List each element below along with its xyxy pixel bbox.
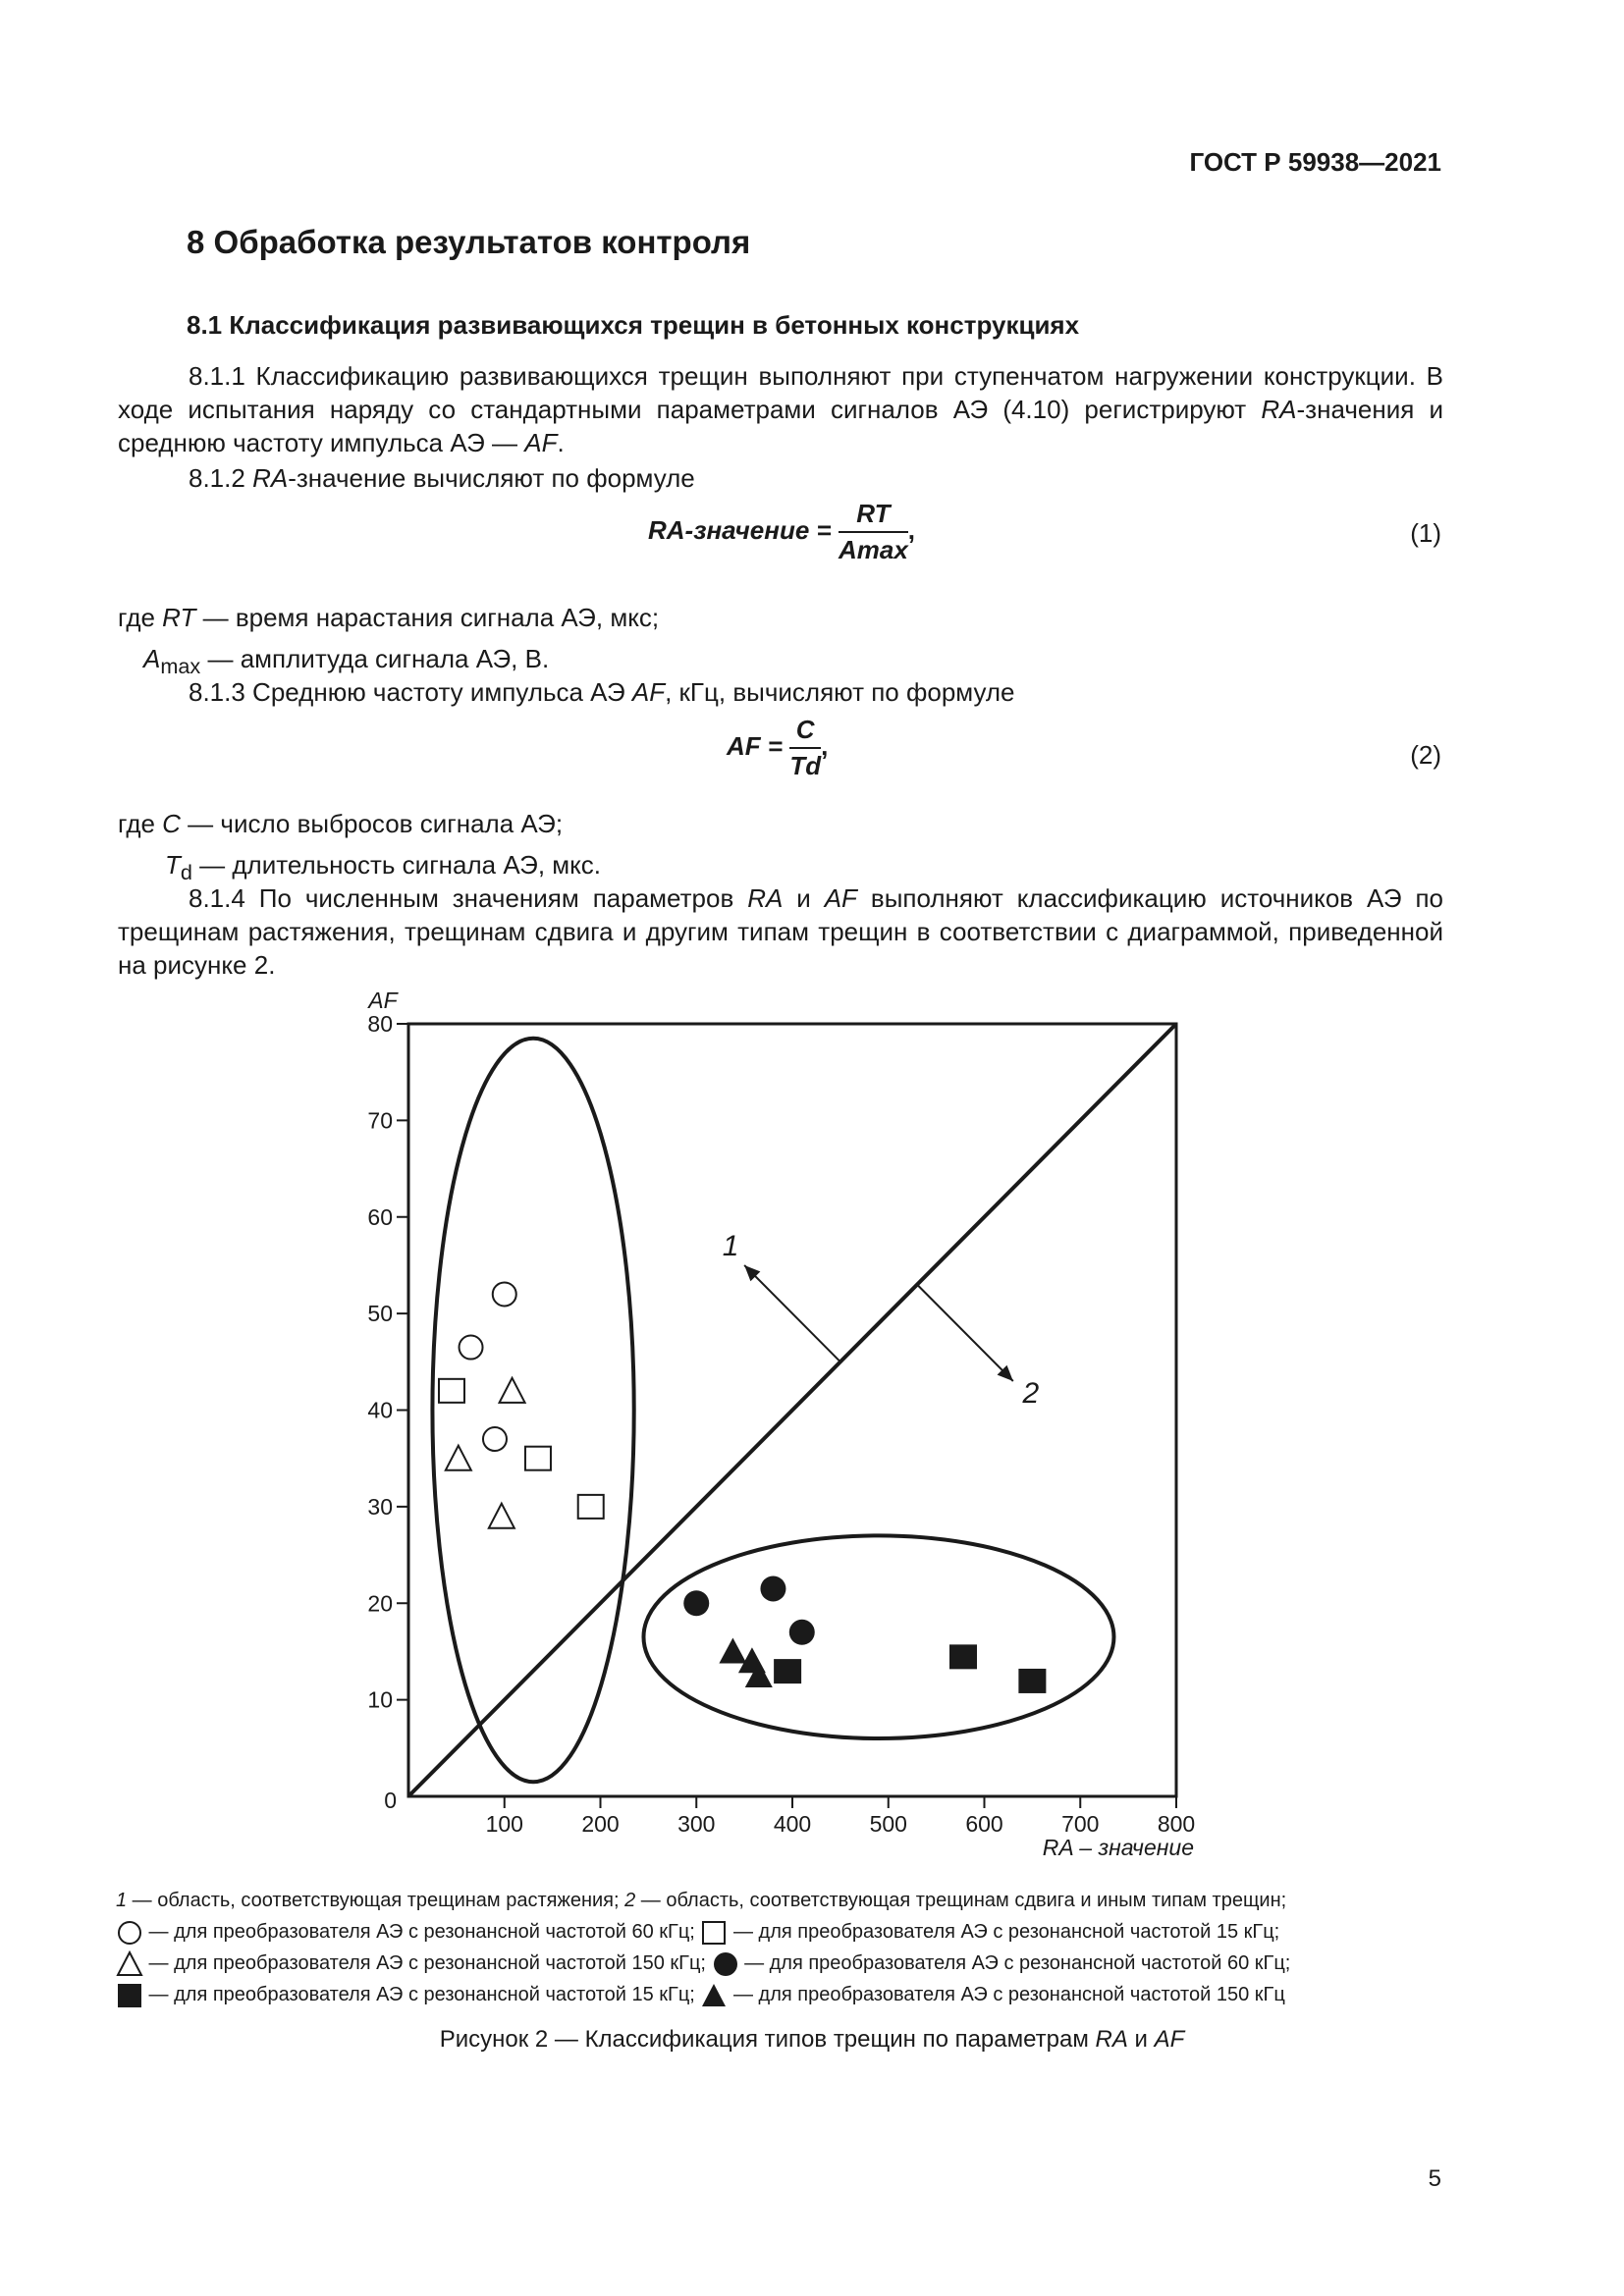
legend-line-3: — для преобразователя АЭ с резонансной частотой 150 кГц; — для преобразователя АЭ с резонансной частотой 60 кГц; xyxy=(116,1948,1447,1979)
paragraph-8-1-3: 8.1.3 Среднюю частоту импульса АЭ AF, кГц, вычисляют по формуле xyxy=(189,677,1015,707)
data-point-square-filled xyxy=(774,1659,801,1683)
region-arrow-1 xyxy=(744,1265,840,1362)
y-tick-label: 40 xyxy=(367,1397,393,1423)
definition-amax: $A_{max}$ — амплитуда сигнала АЭ, В. xyxy=(143,644,550,679)
equation-1-fraction: $\frac{RT}{Amax}$ xyxy=(838,499,908,564)
subsection-title: 8.1 Классификация развивающихся трещин в бетонных конструкциях xyxy=(187,310,1080,340)
definition-rt: где RT — время нарастания сигнала АЭ, мкс; xyxy=(118,603,660,632)
legend-line-1: 1 — область, соответствующая трещинам растяжения; 2 — область, соответствующая трещинам сдвига и иным типам трещин; xyxy=(116,1890,1287,1911)
equation-1: RA-значение = $\frac{RT}{Amax}$ , xyxy=(648,499,916,564)
data-point-triangle-filled xyxy=(719,1637,746,1663)
data-point-square-open xyxy=(439,1379,464,1403)
x-tick-label: 600 xyxy=(965,1811,1003,1837)
data-point-circle-open xyxy=(483,1427,507,1451)
equation-2: AF = $\frac{C}{Td}$ , xyxy=(727,715,829,780)
region-label-2: 2 xyxy=(1022,1376,1040,1410)
x-axis-label: RA – значение xyxy=(1042,1835,1194,1860)
y-tick-label: 70 xyxy=(367,1107,393,1134)
equation-2-fraction: $\frac{C}{Td}$ xyxy=(789,715,822,780)
figure-caption: Рисунок 2 — Классификация типов трещин по параметрам RA и AF xyxy=(439,2026,1185,2053)
y-tick-label: 20 xyxy=(367,1590,393,1617)
data-point-circle-open xyxy=(460,1336,483,1360)
triangle-open-icon xyxy=(116,1950,143,1978)
data-point-square-filled xyxy=(1018,1669,1046,1693)
y-axis-label: AF xyxy=(368,988,398,1013)
data-point-triangle-open xyxy=(500,1378,525,1403)
x-tick-label: 100 xyxy=(485,1811,523,1837)
document-id: ГОСТ Р 59938—2021 xyxy=(1189,147,1441,177)
data-point-circle-filled xyxy=(789,1620,815,1645)
x-tick-label: 500 xyxy=(869,1811,907,1837)
data-point-square-filled xyxy=(949,1644,977,1669)
section-title: 8 Обработка результатов контроля xyxy=(187,224,751,260)
data-point-circle-filled xyxy=(683,1590,709,1616)
legend-line-2: — для преобразователя АЭ с резонансной частотой 60 кГц; — для преобразователя АЭ с резонансной частотой 15 кГц; xyxy=(116,1916,1447,1948)
origin-label: 0 xyxy=(384,1788,397,1813)
page-number: 5 xyxy=(1428,2165,1441,2192)
data-point-square-open xyxy=(525,1447,551,1470)
y-tick-label: 10 xyxy=(367,1686,393,1713)
definition-td: $T_d$ — длительность сигнала АЭ, мкс. xyxy=(165,850,602,885)
y-tick-label: 60 xyxy=(367,1203,393,1230)
square-open-icon xyxy=(700,1919,728,1947)
x-tick-label: 300 xyxy=(677,1811,716,1837)
region-arrow-2 xyxy=(917,1285,1013,1381)
data-point-square-open xyxy=(578,1495,604,1519)
x-tick-label: 800 xyxy=(1157,1811,1196,1837)
equation-1-number: (1) xyxy=(1410,518,1441,548)
y-tick-label: 50 xyxy=(367,1301,393,1327)
equation-2-number: (2) xyxy=(1410,740,1441,770)
data-point-triangle-open xyxy=(446,1446,471,1470)
circle-filled-icon xyxy=(712,1950,739,1978)
triangle-filled-icon xyxy=(700,1982,728,2009)
paragraph-8-1-4: 8.1.4 По численным значениям параметров RA и AF выполняют классификацию источников АЭ по трещинам растяжения, трещинам сдвига и другим типам трещин в соответствии с диаграммой, приведенной на рисунке 2. xyxy=(118,883,1443,980)
paragraph-8-1-1: 8.1.1 Классификацию развивающихся трещин выполняют при ступенчатом нагружении конструкции. В ходе испытания наряду со стандартными параметрами сигналов АЭ (4.10) регистрируют RA-значения и среднюю частоту импульса АЭ — AF. xyxy=(118,361,1443,457)
region-label-1: 1 xyxy=(722,1229,739,1262)
x-tick-label: 700 xyxy=(1061,1811,1100,1837)
y-tick-label: 80 xyxy=(367,1011,393,1037)
paragraph-8-1-2: 8.1.2 RA-значение вычисляют по формуле xyxy=(189,463,695,493)
definition-c: где C — число выбросов сигнала АЭ; xyxy=(118,809,564,838)
x-tick-label: 200 xyxy=(581,1811,620,1837)
x-tick-label: 400 xyxy=(773,1811,812,1837)
legend-line-4: — для преобразователя АЭ с резонансной частотой 15 кГц; — для преобразователя АЭ с резонансной частотой 150 кГц xyxy=(116,1979,1447,2010)
cluster-ellipse-2 xyxy=(643,1535,1113,1738)
data-point-circle-filled xyxy=(760,1575,785,1601)
circle-open-icon xyxy=(116,1919,143,1947)
data-point-triangle-open xyxy=(489,1504,514,1528)
data-point-circle-open xyxy=(493,1282,516,1306)
y-tick-label: 30 xyxy=(367,1493,393,1520)
square-filled-icon xyxy=(116,1982,143,2009)
